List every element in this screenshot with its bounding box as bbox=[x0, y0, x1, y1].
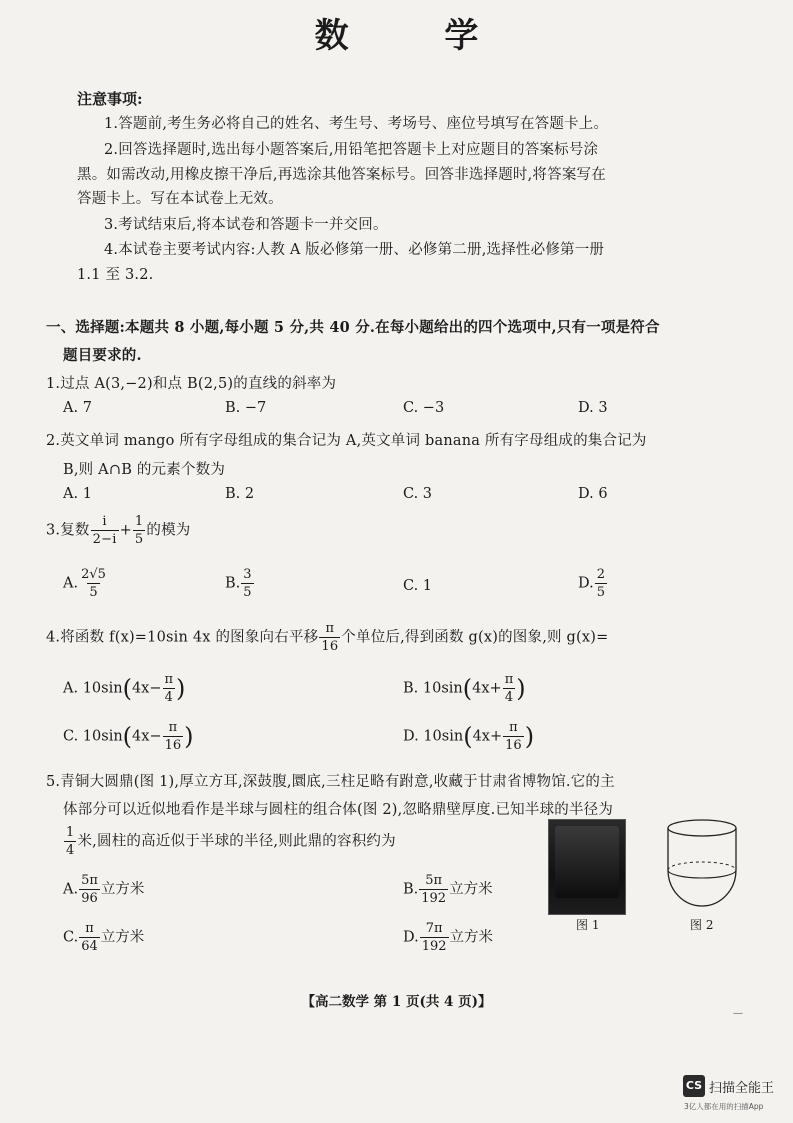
q3-b-label: B. bbox=[225, 575, 241, 592]
q4-a-den: 4 bbox=[164, 690, 173, 705]
q5-c-fraction bbox=[79, 922, 100, 953]
q5-c-label: C. bbox=[63, 929, 79, 946]
q4-c-fraction bbox=[163, 721, 184, 752]
q1-option-a: A. 7 bbox=[63, 400, 92, 416]
q4-option-a: A. 10sin(4x− $\frac{\pi}{4}$ ) bbox=[63, 672, 186, 705]
q3-b-den: 5 bbox=[243, 585, 252, 600]
q4-option-b: B. 10sin(4x+ $\frac{\pi}{4}$ ) bbox=[403, 672, 526, 705]
notice-line-2c: 答题卡上。写在本试卷上无效。 bbox=[77, 191, 283, 207]
q5-stem-line-3 bbox=[63, 826, 396, 857]
q4-d-pre: D. 10sin bbox=[403, 728, 464, 745]
q5-a-unit: 立方米 bbox=[100, 881, 145, 898]
q5-option-c bbox=[63, 922, 144, 953]
q4-f-den: 16 bbox=[321, 639, 339, 654]
q5-c-num: π bbox=[85, 921, 94, 936]
q5-a-num: 5π bbox=[81, 873, 98, 888]
q5-c-den: 64 bbox=[81, 939, 98, 954]
scan-mark: — bbox=[733, 1008, 743, 1019]
q5-d-num: 7π bbox=[425, 921, 443, 936]
q4-c-num: π bbox=[168, 720, 178, 735]
notice-heading: 注意事项: bbox=[77, 90, 143, 108]
page-footer: 【高二数学 第 1 页(共 4 页)】 bbox=[301, 994, 492, 1010]
q1-stem: 1.过点 A(3,−2)和点 B(2,5)的直线的斜率为 bbox=[46, 376, 337, 392]
q4-b-num: π bbox=[504, 672, 514, 687]
q4-b-pre: B. 10sin bbox=[403, 680, 463, 697]
notice-line-4b: 1.1 至 3.2. bbox=[77, 267, 154, 283]
q4-a-pre: A. 10sin bbox=[63, 680, 123, 697]
q4-shift-fraction bbox=[319, 622, 340, 653]
q3-a-fraction bbox=[79, 568, 108, 599]
q3-f2-num: 1 bbox=[134, 514, 144, 529]
q4-a-in: 4x− bbox=[131, 680, 162, 697]
q3-f2-den: 5 bbox=[134, 532, 144, 547]
q4-a-num: π bbox=[164, 672, 174, 687]
q4-c-den: 16 bbox=[164, 738, 182, 753]
q4-b-fraction bbox=[503, 673, 516, 704]
q5-b-num: 5π bbox=[425, 873, 443, 888]
q4-c-in: 4x− bbox=[132, 728, 162, 745]
q2-option-c: C. 3 bbox=[403, 486, 433, 502]
q5-l3-num: 1 bbox=[66, 825, 75, 840]
notice-line-4a: 4.本试卷主要考试内容:人教 A 版必修第一册、必修第二册,选择性必修第一册 bbox=[104, 242, 605, 258]
q4-d-num: π bbox=[509, 720, 518, 735]
notice-line-3: 3.考试结束后,将本试卷和答题卡一并交回。 bbox=[104, 217, 388, 233]
section-1-header-cont: 题目要求的. bbox=[63, 347, 142, 364]
q5-d-unit: 立方米 bbox=[449, 929, 494, 946]
q3-suffix: 的模为 bbox=[146, 522, 191, 539]
q3-option-a bbox=[63, 568, 109, 599]
q3-d-fraction bbox=[595, 568, 607, 599]
q3-f1-num: i bbox=[102, 514, 107, 529]
q3-prefix: 3.复数 bbox=[46, 522, 90, 539]
q5-a-fraction bbox=[79, 874, 100, 905]
q4-option-d: D. 10sin(4x+ $\frac{\pi}{16}$ ) bbox=[403, 720, 535, 753]
q3-d-den: 5 bbox=[596, 585, 605, 600]
q3-a-den: 5 bbox=[89, 585, 98, 600]
q5-radius-fraction bbox=[64, 826, 76, 857]
q5-l3-den: 4 bbox=[66, 843, 75, 858]
q5-c-unit: 立方米 bbox=[100, 929, 145, 946]
q3-a-num: 2√5 bbox=[81, 567, 106, 582]
q4-option-c: C. 10sin(4x− $\frac{\pi}{16}$ ) bbox=[63, 720, 194, 753]
q1-option-b: B. −7 bbox=[225, 400, 267, 416]
q2-option-a: A. 1 bbox=[63, 486, 92, 502]
q4-d-in: 4x+ bbox=[472, 728, 503, 745]
q4-c-pre: C. 10sin bbox=[63, 728, 123, 745]
q1-option-c: C. −3 bbox=[403, 400, 445, 416]
q4-d-den: 16 bbox=[505, 738, 522, 753]
q3-f1-den: 2−i bbox=[92, 532, 117, 547]
q3-a-label: A. bbox=[63, 575, 79, 592]
q4-prefix: 4.将函数 f(x)=10sin 4x 的图象向右平移 bbox=[46, 629, 319, 646]
camscanner-logo-icon: CS bbox=[683, 1075, 705, 1097]
q3-fraction-1 bbox=[91, 515, 119, 546]
q5-option-b bbox=[403, 874, 493, 905]
q3-d-num: 2 bbox=[596, 567, 605, 582]
q3-stem bbox=[46, 515, 191, 546]
q5-stem-line-1: 5.青铜大圆鼎(图 1),厚立方耳,深鼓腹,圜底,三柱足略有跗意,收藏于甘肃省博物馆.它的主 bbox=[46, 774, 615, 790]
q4-stem bbox=[46, 622, 608, 653]
q5-b-den: 192 bbox=[421, 891, 447, 906]
notice-line-2a: 2.回答选择题时,选出每小题答案后,用铅笔把答题卡上对应题目的答案标号涂 bbox=[104, 142, 599, 158]
watermark-name: 扫描全能王 bbox=[709, 1081, 775, 1096]
notice-line-1: 1.答题前,考生务必将自己的姓名、考生号、考场号、座位号填写在答题卡上。 bbox=[104, 116, 609, 132]
q5-b-fraction bbox=[419, 874, 448, 905]
section-1-header: 一、选择题:本题共 8 小题,每小题 5 分,共 40 分.在每小题给出的四个选项中,只有一项是符合 bbox=[46, 319, 660, 336]
q3-b-num: 3 bbox=[243, 567, 252, 582]
q1-option-d: D. 3 bbox=[578, 400, 608, 416]
q3-option-d bbox=[578, 568, 608, 599]
q3-d-label: D. bbox=[578, 575, 594, 592]
figure-1-photo bbox=[548, 819, 626, 915]
q5-b-unit: 立方米 bbox=[449, 881, 493, 898]
q5-stem-line-2: 体部分可以近似地看作是半球与圆柱的组合体(图 2),忽略鼎壁厚度.已知半球的半径为 bbox=[63, 802, 614, 818]
figure-2-caption: 图 2 bbox=[690, 918, 714, 932]
q4-d-fraction bbox=[503, 721, 524, 752]
q3-fraction-2 bbox=[133, 515, 145, 546]
notice-line-2b: 黑。如需改动,用橡皮擦干净后,再选涂其他答案标号。回答非选择题时,将答案写在 bbox=[77, 167, 606, 183]
q3-option-c: C. 1 bbox=[403, 578, 433, 594]
q2-option-d: D. 6 bbox=[578, 486, 608, 502]
q2-stem-line-1: 2.英文单词 mango 所有字母组成的集合记为 A,英文单词 banana 所有字母组成的集合记为 bbox=[46, 433, 647, 449]
q5-a-label: A. bbox=[63, 881, 79, 898]
q4-b-in: 4x+ bbox=[472, 680, 502, 697]
watermark-subtitle: 3亿人都在用的扫描App bbox=[684, 1102, 764, 1111]
q5-d-den: 192 bbox=[421, 939, 447, 954]
page-title: 数 学 bbox=[314, 16, 521, 56]
q2-stem-line-2: B,则 A∩B 的元素个数为 bbox=[63, 462, 226, 478]
q5-option-d bbox=[403, 922, 493, 953]
q5-a-den: 96 bbox=[81, 891, 98, 906]
q3-b-fraction bbox=[241, 568, 253, 599]
q5-l3-text: 米,圆柱的高近似于半球的半径,则此鼎的容积约为 bbox=[77, 833, 396, 850]
q3-plus: + bbox=[119, 522, 132, 539]
q5-b-label: B. bbox=[403, 881, 419, 898]
q4-a-fraction bbox=[163, 673, 176, 704]
q2-option-b: B. 2 bbox=[225, 486, 255, 502]
q4-suffix: 个单位后,得到函数 g(x)的图象,则 g(x)= bbox=[341, 629, 609, 646]
q4-f-num: π bbox=[325, 621, 335, 636]
q5-option-a bbox=[63, 874, 144, 905]
q5-d-fraction bbox=[420, 922, 449, 953]
figure-1-caption: 图 1 bbox=[576, 918, 600, 932]
q3-option-b bbox=[225, 568, 255, 599]
q4-b-den: 4 bbox=[504, 690, 514, 705]
figure-2-diagram bbox=[660, 818, 744, 916]
q5-d-label: D. bbox=[403, 929, 419, 946]
